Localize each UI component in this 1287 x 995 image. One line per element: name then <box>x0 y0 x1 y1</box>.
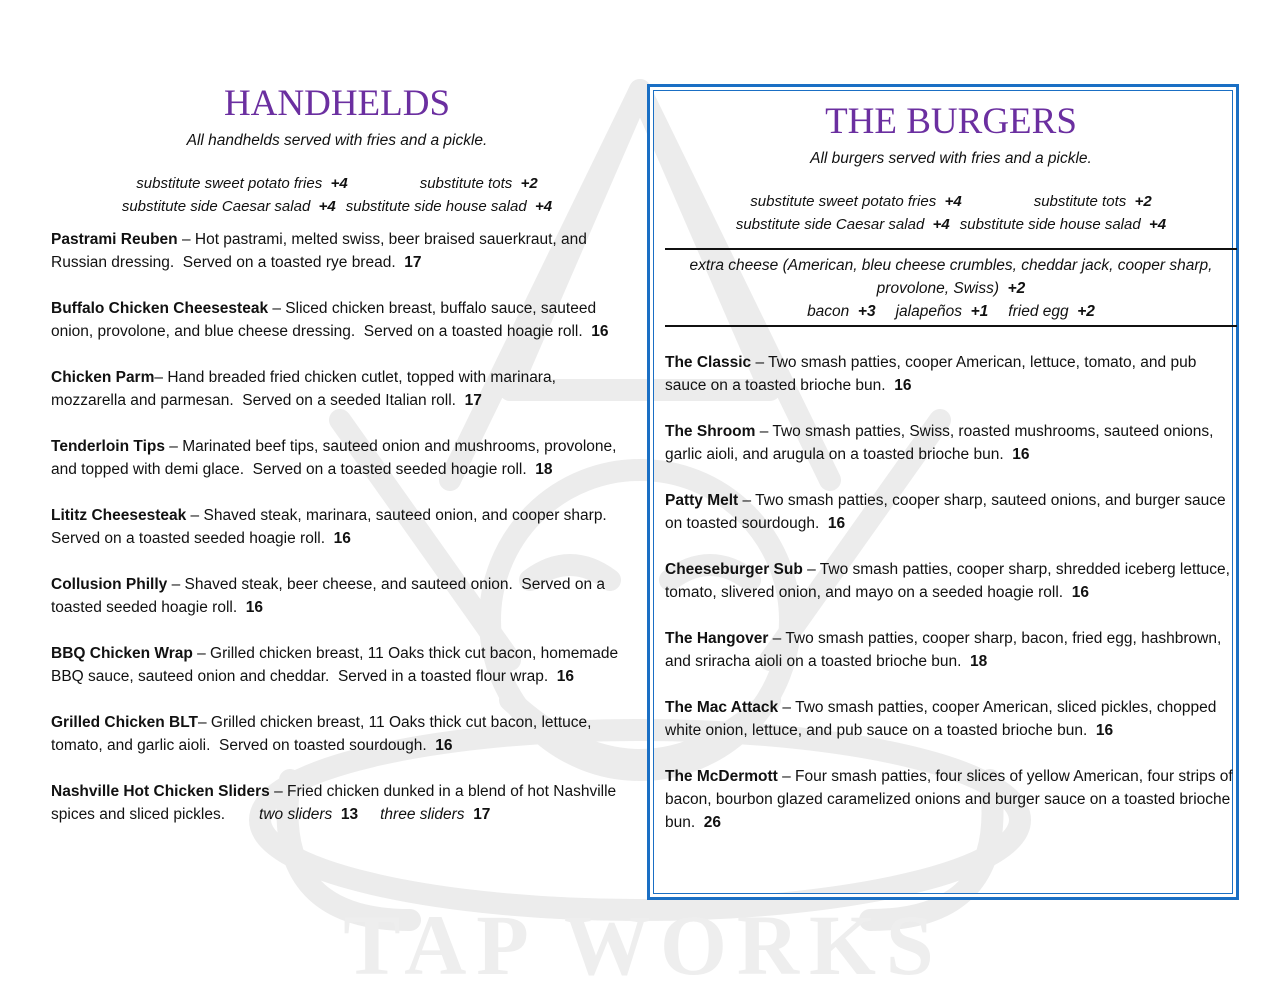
substitution-option <box>750 190 961 213</box>
substitution-label: substitute tots <box>419 175 513 192</box>
item-desc: – Hand breaded fried chicken cutlet, topped with marinara, mozzarella and parmesan. Served on a seeded Italian roll. <box>51 369 561 409</box>
item-name: BBQ Chicken Wrap <box>51 645 193 662</box>
substitution-option <box>122 195 336 218</box>
menu-item <box>51 504 623 550</box>
item-name: The Shroom <box>665 423 756 440</box>
menu-item <box>665 420 1237 466</box>
item-name: Grilled Chicken BLT <box>51 714 198 731</box>
substitution-label: substitute tots <box>1033 193 1127 210</box>
menu-item <box>51 435 623 481</box>
substitution-option <box>420 172 538 195</box>
item-name: Collusion Philly <box>51 576 168 593</box>
menu-item <box>51 366 623 412</box>
item-desc: – Two smash patties, cooper American, sliced pickles, chopped white onion, lettuce, and pub sauce on a toasted brioche bun. <box>665 699 1221 739</box>
menu-item <box>51 642 623 688</box>
item-price: 18 <box>535 461 553 478</box>
item-desc: – Two smash patties, cooper American, lettuce, tomato, and pub sauce on a toasted brioche bun. <box>665 354 1201 394</box>
substitution-label: substitute side house salad <box>959 216 1141 233</box>
burgers-substitutions <box>665 190 1237 236</box>
menu-item <box>665 489 1237 535</box>
burgers-title: THE BURGERS <box>825 101 1077 142</box>
item-desc: – Sliced chicken breast, buffalo sauce, sauteed onion, provolone, and blue cheese dressing. Served on a toasted hoagie roll. <box>51 300 601 340</box>
watermark-text: TAP WORKS <box>343 897 944 993</box>
item-price: 16 <box>1071 584 1089 601</box>
substitution-row <box>665 213 1237 236</box>
menu-item <box>51 711 623 757</box>
burgers-section <box>665 100 1237 857</box>
extra-jalapenos-label: jalapeños <box>895 303 962 320</box>
extra-bacon-price: +3 <box>857 303 876 320</box>
substitution-price: +4 <box>944 193 962 210</box>
substitution-option <box>136 172 347 195</box>
item-price: 17 <box>464 392 482 409</box>
extra-bacon-label: bacon <box>807 303 850 320</box>
substitution-row <box>51 195 623 218</box>
item-price: 26 <box>703 814 722 831</box>
menu-item <box>51 573 623 619</box>
item-desc: – Grilled chicken breast, 11 Oaks thick cut bacon, lettuce, tomato, and garlic aioli. Served on toasted sourdough. <box>51 714 596 754</box>
substitution-row <box>665 190 1237 213</box>
menu-item <box>665 558 1237 604</box>
item-name: Lititz Cheesesteak <box>51 507 187 524</box>
item-price: 16 <box>1012 446 1030 463</box>
slider-option-two: two sliders <box>259 806 333 823</box>
substitution-option <box>346 195 552 218</box>
substitution-price: +2 <box>1134 193 1152 210</box>
substitution-option <box>960 213 1166 236</box>
item-desc: – Marinated beef tips, sauteed onion and mushrooms, provolone, and topped with demi glace. Served on a toasted seeded hoagie roll. <box>51 438 621 478</box>
slider-price-three: 17 <box>473 806 491 823</box>
substitution-option <box>1034 190 1152 213</box>
slider-option-three: three sliders <box>380 806 465 823</box>
substitution-price: +4 <box>318 198 336 215</box>
handhelds-substitutions <box>51 172 623 218</box>
item-name: Chicken Parm <box>51 369 155 386</box>
item-name: Buffalo Chicken Cheesesteak <box>51 300 269 317</box>
item-desc: – Hot pastrami, melted swiss, beer braised sauerkraut, and Russian dressing. Served on a toasted rye bread. <box>51 231 592 271</box>
extra-cheese-price: +2 <box>1007 280 1026 297</box>
extra-toppings <box>665 300 1237 323</box>
substitution-row <box>51 172 623 195</box>
extra-cheese-label: extra cheese (American, bleu cheese crumbles, cheddar jack, cooper sharp, provolone, Swiss) <box>689 257 1213 297</box>
item-name: Cheeseburger Sub <box>665 561 803 578</box>
item-price: 16 <box>591 323 609 340</box>
substitution-option <box>736 213 950 236</box>
item-name: Pastrami Reuben <box>51 231 178 248</box>
handhelds-subtitle: All handhelds served with fries and a pickle. <box>186 132 488 149</box>
item-desc: – Two smash patties, Swiss, roasted mushrooms, sauteed onions, garlic aioli, and arugula on a toasted brioche bun. <box>665 423 1218 463</box>
substitution-label: substitute sweet potato fries <box>750 193 937 210</box>
handhelds-section <box>51 82 623 849</box>
menu-item <box>665 765 1237 834</box>
item-price: 16 <box>245 599 263 616</box>
item-desc: – Four smash patties, four slices of yellow American, four strips of bacon, bourbon glazed caramelized onions and burger sauce on a toasted brioche bun. <box>665 768 1237 831</box>
handhelds-list <box>51 228 623 757</box>
menu-item <box>51 228 623 274</box>
item-name: Patty Melt <box>665 492 739 509</box>
item-price: 16 <box>333 530 351 547</box>
item-price: 16 <box>827 515 846 532</box>
item-price: 16 <box>556 668 575 685</box>
menu-item <box>665 351 1237 397</box>
extra-cheese <box>665 254 1237 300</box>
item-price: 18 <box>970 653 988 670</box>
item-price: 17 <box>404 254 422 271</box>
item-desc: – Two smash patties, cooper sharp, bacon, fried egg, hashbrown, and sriracha aioli on a toasted brioche bun. <box>665 630 1226 670</box>
substitution-price: +4 <box>535 198 553 215</box>
extra-jalapenos-price: +1 <box>970 303 989 320</box>
item-name: The McDermott <box>665 768 778 785</box>
item-desc: – Fried chicken dunked in a blend of hot Nashville spices and sliced pickles. <box>51 783 617 823</box>
menu-item <box>51 297 623 343</box>
extra-egg-label: fried egg <box>1008 303 1069 320</box>
item-name: Tenderloin Tips <box>51 438 165 455</box>
handhelds-title: HANDHELDS <box>223 83 451 124</box>
burgers-subtitle: All burgers served with fries and a pickle. <box>810 150 1092 167</box>
slider-price-two: 13 <box>340 806 359 823</box>
substitution-price: +2 <box>520 175 538 192</box>
substitution-price: +4 <box>932 216 950 233</box>
item-desc: – Two smash patties, cooper sharp, sauteed onions, and burger sauce on toasted sourdough. <box>665 492 1230 532</box>
substitution-label: substitute side house salad <box>345 198 527 215</box>
substitution-label: substitute sweet potato fries <box>136 175 323 192</box>
item-desc: – Shaved steak, beer cheese, and sauteed onion. Served on a toasted seeded hoagie roll. <box>51 576 610 616</box>
item-desc: – Grilled chicken breast, 11 Oaks thick cut bacon, homemade BBQ sauce, sauteed onion and cheddar. Served in a toasted flour wrap. <box>51 645 623 685</box>
substitution-price: +4 <box>1149 216 1167 233</box>
item-desc: – Two smash patties, cooper sharp, shredded iceberg lettuce, tomato, slivered onion, and mayo on a seeded hoagie roll. <box>665 561 1235 601</box>
item-desc: – Shaved steak, marinara, sauteed onion, and cooper sharp. Served on a toasted seeded hoagie roll. <box>51 507 616 547</box>
item-price: 16 <box>894 377 912 394</box>
item-name: The Mac Attack <box>665 699 779 716</box>
item-name: Nashville Hot Chicken Sliders <box>51 783 270 800</box>
menu-item-nashville-sliders <box>51 780 623 826</box>
substitution-label: substitute side Caesar salad <box>735 216 925 233</box>
menu-item <box>665 696 1237 742</box>
item-price: 16 <box>1095 722 1114 739</box>
item-name: The Classic <box>665 354 752 371</box>
substitution-label: substitute side Caesar salad <box>121 198 311 215</box>
extras-box <box>665 248 1237 327</box>
item-price: 16 <box>435 737 453 754</box>
burgers-list <box>665 351 1237 834</box>
item-name: The Hangover <box>665 630 769 647</box>
substitution-price: +4 <box>330 175 348 192</box>
extra-egg-price: +2 <box>1077 303 1095 320</box>
menu-item <box>665 627 1237 673</box>
